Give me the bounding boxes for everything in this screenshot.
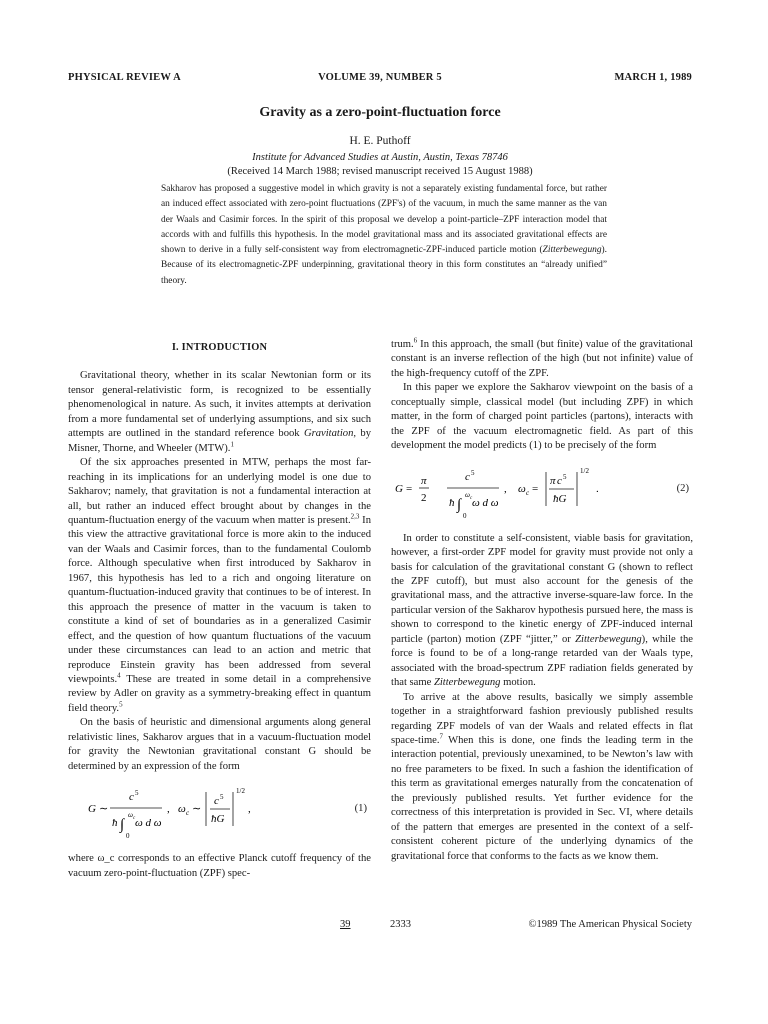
paragraph-intro-3: On the basis of heuristic and dimensional arguments along general relativistic lines, Sakharov argues that in a vacuum-fluctuation model for gravity the Newtonian gravitational constant G should be determined by an expression of the form [68, 717, 371, 772]
svg-text:,: , [167, 803, 170, 816]
abstract [161, 182, 607, 289]
paragraph-text: When this is done, one finds the leading term in the interaction potential, previously unexamined, to be Newton’s law with no free parameters to be fixed. In such a fashion the identification of this term as gravitational emerges naturally from the concatenation of the previously published results. Yet further evidence for the correctness of this interpretation is provided in Sec. VI, where details of the pattern that emerges are presented in the context of a self-consistent coherent picture of the underlying dynamics of the gravitational force that conforms to the facts as we know them. [391, 734, 693, 862]
paragraph-text: These are treated in some detail in a comprehensive review by Adler on gravity as a symmetry-breaking effect in quantum field theory. [68, 673, 371, 714]
abstract-text-2: ). Because of its electromagnetic-ZPF underpinning, gravitational theory in this form constitutes an “already unified” theory. [161, 245, 607, 286]
copyright-notice: ©1989 The American Physical Society [528, 919, 692, 930]
svg-text:ω: ω [465, 490, 470, 499]
reference-marker: 4 [117, 671, 121, 680]
paragraph-text: In this view the attractive gravitational force is more akin to the induced van der Waals and Casimir forces, than to the fundamental Coulomb force. Although speculative when first introduced by Sakharov in 1967, this hypothesis has led to a rich and ongoing literature on quantum-fluctuation-induced gravity that continues to be of interest. In this approach the presence of matter in the vacuum is taken to constitute a kind of set of boundaries as in a generalized Casimir effect, and the question of how quantum fluctuations of the vacuum under these circumstances can lead to an action and metric that reproduce Einstein gravity has been addressed from several viewpoints. [68, 514, 371, 685]
svg-text:G: G [88, 803, 96, 816]
article-title: Gravity as a zero-point-fluctuation force [259, 105, 501, 120]
svg-text:c: c [186, 809, 190, 818]
svg-text:5: 5 [220, 793, 224, 802]
right-column [391, 338, 693, 864]
page-footer [68, 919, 692, 935]
paragraph-text: by Misner, Thorne, and Wheeler (MTW). [68, 428, 371, 454]
reference-marker: 5 [119, 700, 123, 709]
paragraph-text: To arrive at the above results, basically we simply assemble together in a straightforward fashion previously published results regarding ZPF models of van der Waals and related effects in flat space-time. [391, 691, 693, 746]
paragraph-intro-4: where ω_c corresponds to an effective Planck cutoff frequency of the vacuum zero-point-fluctuation (ZPF) spec- [68, 853, 371, 879]
reference-marker: 6 [413, 336, 418, 345]
paragraph-text: motion. [500, 677, 536, 689]
svg-text:2: 2 [421, 491, 427, 504]
svg-text:∼: ∼ [99, 803, 109, 816]
svg-text:c: c [526, 488, 530, 497]
reference-marker: 7 [439, 732, 444, 741]
svg-text:ħG: ħG [211, 813, 225, 826]
running-header [68, 72, 692, 88]
paragraph-text: In order to constitute a self-consistent, viable basis for gravitation, however, a first-order ZPF model for gravity must provide not only a basis for calculation of the gravitational constant G (shown to reflect the ZPF cutoff), but must also account for the genesis of the gravitational mass, and the attractive inverse-square-law force. In the particular version of the Sakharov hypothesis pursued here, the mass is shown to correspond to the kinetic energy of ZPF-induced internal particle (parton) motion (ZPF “jitter,” or [391, 532, 693, 645]
paragraph-model: In this paper we explore the Sakharov viewpoint on the basis of a conceptually simple, classical model (but including ZPF) in which matter, in the form of charged point particles (partons), interacts with the ZPF of the vacuum electromagnetic field. As part of this development the model predicts (1) to be precisely of the form [391, 382, 693, 452]
svg-text:,: , [248, 803, 251, 816]
svg-text:0: 0 [463, 511, 467, 520]
equation-2 [391, 460, 693, 522]
svg-text:∼: ∼ [192, 803, 202, 816]
svg-text:ω: ω [518, 482, 526, 495]
svg-text:ω: ω [128, 811, 133, 820]
svg-text:ħ: ħ [112, 817, 118, 830]
paragraph-text: In this approach, the small (but finite) value of the gravitational constant is an inverse reflection of the high (but not infinite) value of the high-frequency cutoff of the ZPF. [391, 339, 693, 379]
journal-name: PHYSICAL REVIEW A [68, 72, 181, 83]
svg-text:c: c [557, 474, 562, 487]
page-number: 2333 [390, 919, 411, 930]
paragraph-intro-1 [68, 369, 371, 456]
svg-text:∫: ∫ [120, 817, 125, 834]
book-title: Gravitation, [303, 428, 357, 440]
abstract-text-1: Sakharov has proposed a suggestive model in which gravity is not a separately existing fundamental force, but rather an induced effect associated with zero-point fluctuations (ZPF's) of the vacuum, in much the same manner as the van der Waals and Casimir forces. In the spirit of this proposal we develop a point-particle–ZPF interaction model that accords with and fulfills this hypothesis. In the model gravitational mass and its associated gravitational effects are shown to derive in a fully self-consistent way from electromagnetic-ZPF-induced particle motion ( [161, 184, 607, 256]
svg-text:5: 5 [135, 789, 139, 798]
svg-text:5: 5 [471, 468, 475, 477]
author-name: H. E. Puthoff [349, 135, 411, 147]
reference-marker: 1 [230, 440, 234, 449]
paragraph-intro-2 [68, 456, 371, 716]
paragraph-self-consistency [391, 532, 693, 691]
paragraph-approach [391, 691, 693, 864]
equation-number: (2) [676, 482, 689, 494]
svg-text:π: π [550, 474, 556, 487]
svg-text:,: , [504, 482, 507, 495]
svg-text:5: 5 [563, 472, 567, 481]
left-column [68, 338, 371, 881]
received-dates: (Received 14 March 1988; revised manuscript received 15 August 1988) [227, 166, 533, 177]
italic-term: Zitterbewegung [575, 633, 642, 645]
svg-text:c: c [133, 816, 136, 822]
svg-text:c: c [214, 795, 219, 808]
footer-volume: 39 [340, 919, 351, 930]
paragraph-text: Of the six approaches presented in MTW, perhaps the most far-reaching in its implications for an underlying model is one due to Sakharov; namely, that gravitation is not a fundamental interaction at all, but rather an induced effect brought about by changes in the quantum-fluctuation energy of the vacuum when matter is present. [68, 457, 371, 526]
volume-number: VOLUME 39, NUMBER 5 [318, 72, 442, 83]
paragraph-continuation [391, 338, 693, 381]
svg-text:ω: ω [178, 803, 186, 816]
svg-text:π: π [421, 474, 427, 487]
paragraph-text: ), while the force is found to be of a long-range retarded van der Waals type, associated with the broad-spectrum ZPF radiation fields generated by that same [391, 633, 693, 689]
svg-text:c: c [465, 470, 470, 483]
equation-1 [68, 780, 371, 842]
svg-text:c: c [129, 791, 134, 804]
svg-text:ħ: ħ [449, 496, 455, 509]
italic-term: Zitterbewegung [433, 677, 501, 689]
abstract-italic: Zitterbewegung [542, 245, 602, 256]
svg-text:1/2: 1/2 [580, 466, 589, 475]
svg-text:ħG: ħG [553, 492, 567, 505]
equation-number: (1) [354, 803, 367, 815]
section-heading: I. INTRODUCTION [171, 342, 268, 353]
equation-2-formula [391, 460, 681, 522]
svg-text:=: = [406, 482, 413, 495]
paragraph-text: Gravitational theory, whether in its scalar Newtonian form or its tensor general-relativistic form, is recognized to be essentially phenomenological in nature. As such, it invites attempts at derivation from a more fundamental set of underlying assumptions, and six such attempts are outlined in the standard reference book [68, 370, 371, 440]
equation-1-formula [68, 780, 368, 842]
svg-text:c: c [470, 495, 473, 501]
svg-text:1/2: 1/2 [236, 787, 245, 796]
svg-text:ω d ω: ω d ω [472, 496, 499, 509]
svg-text:0: 0 [126, 832, 130, 841]
svg-text:.: . [596, 482, 599, 495]
issue-date: MARCH 1, 1989 [614, 72, 692, 83]
svg-text:G: G [395, 482, 403, 495]
svg-text:ω d ω: ω d ω [135, 817, 162, 830]
svg-text:∫: ∫ [457, 496, 462, 513]
reference-marker: 2,3 [350, 512, 360, 521]
paragraph-text: trum. [391, 339, 414, 350]
svg-text:=: = [532, 482, 539, 495]
author-affiliation: Institute for Advanced Studies at Austin, Austin, Texas 78746 [252, 152, 508, 163]
